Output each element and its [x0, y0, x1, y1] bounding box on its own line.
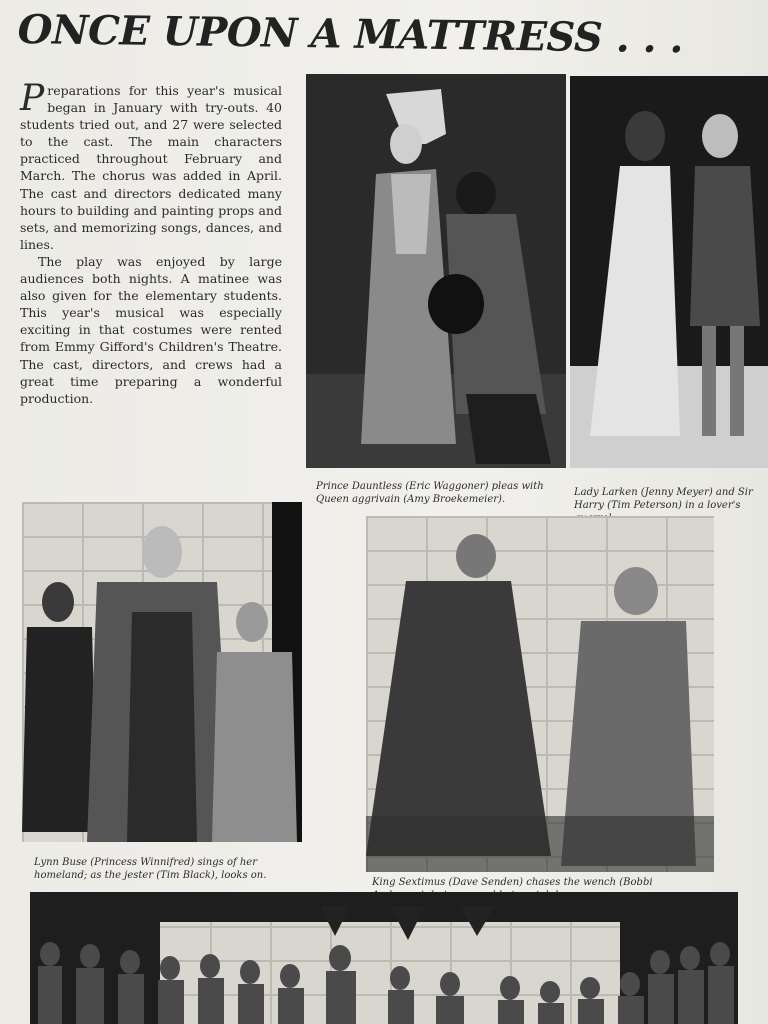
article-text [20, 78, 282, 407]
caption-larken: Lady Larken (Jenny Meyer) and Sir Harry (Tim Peterson) in a lover's [574, 487, 753, 511]
caption-king: King Sextimus (Dave Senden) chases the wench (Bobbi [372, 877, 653, 888]
photo-king-sextimus-figures [366, 516, 714, 872]
paragraph-1-text: reparations for this year's musical began in January with try-outs. 40 students tried out, and 27 were selected to the cast. The main characters practiced throughout February and March. The chorus was added in April. The cast and directors dedicated many hours to building and painting props and sets, and memorizing songs, dances, and lines. [20, 83, 282, 252]
photo-larken-harry [570, 76, 768, 468]
photo-prince-queen-figures [306, 74, 566, 468]
photo-lynn-buse [22, 502, 302, 842]
paragraph-2: The play was enjoyed by large audiences both nights. A matinee was also given for the elementary students. This year's musical was especially exciting in that costumes were rented from Emmy Gifford's Children's Theatre. The cast, directors, and crews had a great time preparing a wonderful production. [20, 253, 282, 406]
photo-prince-queen [306, 74, 566, 468]
caption-prince: Prince Dauntless (Eric Waggoner) pleas with Queen aggrivain (Amy Broekemeier). [316, 481, 544, 505]
photo-larken-harry-figures [570, 76, 768, 468]
photo-cast-figures [30, 892, 738, 1024]
photo-cast [30, 892, 738, 1024]
caption-lynn: Lynn Buse (Princess Winnifred) sings of her homeland; as the jester (Tim Black), looks on. [34, 857, 267, 881]
page-title: ONCE UPON A MATTRESS . . . [17, 6, 684, 63]
photo-lynn-buse-figures [22, 502, 302, 842]
drop-cap: P [20, 78, 45, 119]
photo-king-sextimus [366, 516, 714, 872]
paragraph-1 [20, 78, 282, 253]
